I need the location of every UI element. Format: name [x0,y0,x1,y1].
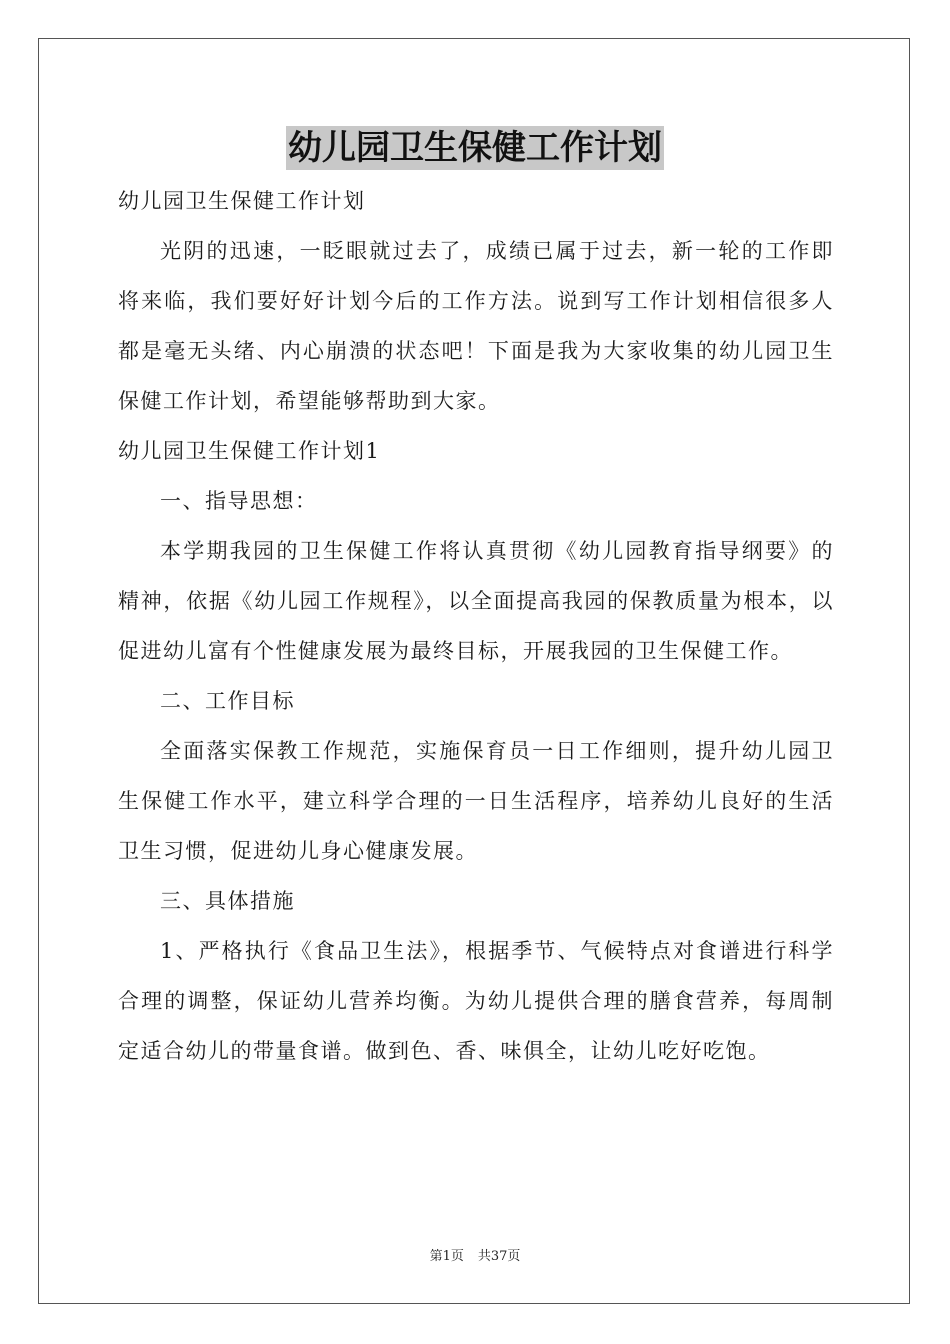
page-footer [0,1245,950,1264]
heading-work-goals: 二、工作目标 [160,689,295,713]
page-total: 共37页 [477,1249,521,1264]
document-title-text: 幼儿园卫生保健工作计划 [288,128,662,168]
intro-paragraph: 光阴的迅速，一眨眼就过去了，成绩已属于过去，新一轮的工作即将来临，我们要好好计划今后的工作方法。说到写工作计划相信很多人都是毫无头绪、内心崩溃的状态吧！下面是我为大家收集的幼儿园卫生保健工作计划，希望能够帮助到大家。 [118,239,834,413]
heading-guiding-thought: 一、指导思想： [160,489,318,513]
paragraph-work-goals: 全面落实保教工作规范，实施保育员一日工作细则，提升幼儿园卫生保健工作水平，建立科学合理的一日生活程序，培养幼儿良好的生活卫生习惯，促进幼儿身心健康发展。 [118,739,834,863]
document-title [0,126,950,170]
paragraph-measure-1: 1、严格执行《食品卫生法》，根据季节、气候特点对食谱进行科学合理的调整，保证幼儿营养均衡。为幼儿提供合理的膳食营养，每周制定适合幼儿的带量食谱。做到色、香、味俱全，让幼儿吃好吃饱。 [118,939,834,1063]
section-heading: 幼儿园卫生保健工作计划1 [118,439,381,463]
heading-measures: 三、具体措施 [160,889,295,913]
paragraph-guiding-thought: 本学期我园的卫生保健工作将认真贯彻《幼儿园教育指导纲要》的精神，依据《幼儿园工作规程》，以全面提高我园的保教质量为根本，以促进幼儿富有个性健康发展为最终目标，开展我园的卫生保健工作。 [118,539,834,663]
document-body [118,176,834,1076]
subtitle-line: 幼儿园卫生保健工作计划 [118,189,366,213]
page-number: 第1页 [429,1249,464,1264]
